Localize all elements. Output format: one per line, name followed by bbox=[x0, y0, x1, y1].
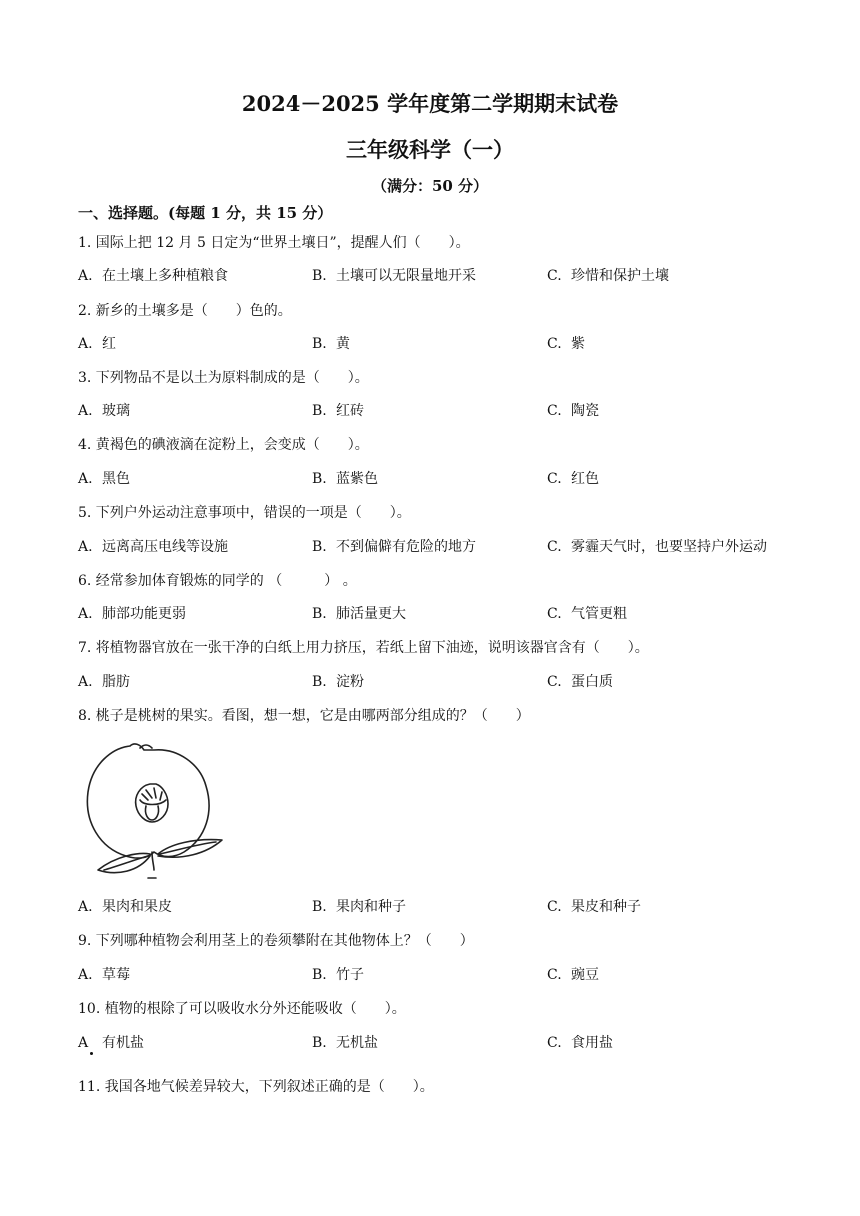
question-3-option-b bbox=[312, 400, 364, 420]
question-1-option-c bbox=[547, 265, 669, 285]
question-1-option-a bbox=[78, 265, 228, 285]
option-letter: B. bbox=[312, 674, 327, 690]
option-text: 食用盐 bbox=[571, 1035, 613, 1051]
question-4-option-a bbox=[78, 468, 130, 488]
question-2-option-b bbox=[312, 333, 350, 353]
option-letter: C. bbox=[547, 336, 562, 352]
question-2-option-a bbox=[78, 333, 116, 353]
question-7-option-a bbox=[78, 671, 130, 691]
option-letter: C. bbox=[547, 674, 562, 690]
question-3-option-c bbox=[547, 400, 599, 420]
option-text: 肺活量更大 bbox=[336, 606, 406, 622]
option-letter: A. bbox=[78, 539, 93, 555]
option-text: 竹子 bbox=[336, 967, 364, 983]
question-8-option-a bbox=[78, 896, 172, 916]
option-text: 陶瓷 bbox=[571, 403, 599, 419]
question-4-option-b bbox=[312, 468, 378, 488]
stray-dot-mark bbox=[90, 1052, 93, 1055]
option-letter: A bbox=[78, 1035, 89, 1051]
question-5: 5. 下列户外运动注意事项中，错误的一项是（ ）。 bbox=[78, 505, 411, 521]
exam-title: 2024－2025 学年度第二学期期末试卷 bbox=[241, 91, 619, 116]
option-text: 黄 bbox=[336, 336, 350, 352]
option-text: 玻璃 bbox=[102, 403, 130, 419]
question-3: 3. 下列物品不是以土为原料制成的是（ ）。 bbox=[78, 370, 369, 386]
option-text: 有机盐 bbox=[102, 1035, 144, 1051]
question-7-option-c bbox=[547, 671, 613, 691]
question-1: 1. 国际上把 12 月 5 日定为“世界土壤日”，提醒人们（ ）。 bbox=[78, 235, 470, 251]
question-8-option-c bbox=[547, 896, 641, 916]
exam-subtitle: 三年级科学（一） bbox=[346, 137, 514, 162]
option-text: 草莓 bbox=[102, 967, 130, 983]
option-letter: B. bbox=[312, 899, 327, 915]
question-10: 10. 植物的根除了可以吸收水分外还能吸收（ ）。 bbox=[78, 1001, 406, 1017]
option-text: 红 bbox=[102, 336, 116, 352]
question-8: 8. 桃子是桃树的果实。看图，想一想，它是由哪两部分组成的？（ ） bbox=[78, 708, 530, 724]
option-text: 气管更粗 bbox=[571, 606, 627, 622]
question-2-option-c bbox=[547, 333, 585, 353]
option-letter: B. bbox=[312, 403, 327, 419]
option-letter: C. bbox=[547, 967, 562, 983]
score-note: （满分：50 分） bbox=[371, 177, 489, 195]
option-letter: C. bbox=[547, 403, 562, 419]
option-text: 蛋白质 bbox=[571, 674, 613, 690]
option-text: 淀粉 bbox=[336, 674, 364, 690]
question-5-option-c bbox=[547, 536, 767, 556]
peach-illustration bbox=[82, 740, 232, 882]
option-letter: B. bbox=[312, 539, 327, 555]
question-7: 7. 将植物器官放在一张干净的白纸上用力挤压，若纸上留下油迹，说明该器官含有（ ）。 bbox=[78, 640, 649, 656]
question-9-option-c bbox=[547, 964, 599, 984]
option-letter: B. bbox=[312, 606, 327, 622]
option-text: 土壤可以无限量地开采 bbox=[336, 268, 476, 284]
option-letter: B. bbox=[312, 1035, 327, 1051]
option-letter: A. bbox=[78, 471, 93, 487]
option-text: 黑色 bbox=[102, 471, 130, 487]
question-9-option-b bbox=[312, 964, 364, 984]
option-letter: B. bbox=[312, 471, 327, 487]
option-letter: A. bbox=[78, 268, 93, 284]
option-letter: A. bbox=[78, 403, 93, 419]
option-letter: B. bbox=[312, 268, 327, 284]
option-letter: B. bbox=[312, 967, 327, 983]
option-text: 无机盐 bbox=[336, 1035, 378, 1051]
option-text: 紫 bbox=[571, 336, 585, 352]
question-8-option-b bbox=[312, 896, 406, 916]
option-letter: A. bbox=[78, 606, 93, 622]
question-10-option-c bbox=[547, 1032, 613, 1052]
option-letter: C. bbox=[547, 606, 562, 622]
option-text: 红砖 bbox=[336, 403, 364, 419]
option-text: 雾霾天气时，也要坚持户外运动 bbox=[571, 539, 767, 555]
question-6: 6. 经常参加体育锻炼的同学的 （ ） 。 bbox=[78, 573, 357, 589]
option-text: 红色 bbox=[571, 471, 599, 487]
option-text: 果肉和种子 bbox=[336, 899, 406, 915]
question-4: 4. 黄褐色的碘液滴在淀粉上，会变成（ ）。 bbox=[78, 437, 369, 453]
option-letter: A. bbox=[78, 967, 93, 983]
question-9: 9. 下列哪种植物会利用茎上的卷须攀附在其他物体上？（ ） bbox=[78, 933, 474, 949]
question-10-option-b bbox=[312, 1032, 378, 1052]
question-5-option-a bbox=[78, 536, 228, 556]
option-text: 远离高压电线等设施 bbox=[102, 539, 228, 555]
section-heading-choice: 一、选择题。(每题 1 分，共 15 分） bbox=[78, 204, 333, 222]
option-letter: C. bbox=[547, 539, 562, 555]
question-5-option-b bbox=[312, 536, 476, 556]
option-letter: A. bbox=[78, 336, 93, 352]
option-text: 珍惜和保护土壤 bbox=[571, 268, 669, 284]
option-text: 脂肪 bbox=[102, 674, 130, 690]
question-9-option-a bbox=[78, 964, 130, 984]
option-text: 果肉和果皮 bbox=[102, 899, 172, 915]
option-letter: A. bbox=[78, 674, 93, 690]
option-text: 在土壤上多种植粮食 bbox=[102, 268, 228, 284]
option-letter: C. bbox=[547, 268, 562, 284]
question-6-option-a bbox=[78, 603, 186, 623]
option-text: 肺部功能更弱 bbox=[102, 606, 186, 622]
question-6-option-b bbox=[312, 603, 406, 623]
option-letter: B. bbox=[312, 336, 327, 352]
question-1-option-b bbox=[312, 265, 476, 285]
option-letter: C. bbox=[547, 471, 562, 487]
option-letter: A. bbox=[78, 899, 93, 915]
question-10-option-a bbox=[78, 1032, 144, 1052]
question-6-option-c bbox=[547, 603, 627, 623]
option-text: 豌豆 bbox=[571, 967, 599, 983]
question-3-option-a bbox=[78, 400, 130, 420]
option-text: 不到偏僻有危险的地方 bbox=[336, 539, 476, 555]
question-4-option-c bbox=[547, 468, 599, 488]
question-7-option-b bbox=[312, 671, 364, 691]
question-11: 11. 我国各地气候差异较大，下列叙述正确的是（ ）。 bbox=[78, 1079, 434, 1095]
option-text: 蓝紫色 bbox=[336, 471, 378, 487]
option-text: 果皮和种子 bbox=[571, 899, 641, 915]
option-letter: C. bbox=[547, 1035, 562, 1051]
question-2: 2. 新乡的土壤多是（ ）色的。 bbox=[78, 303, 292, 319]
option-letter: C. bbox=[547, 899, 562, 915]
